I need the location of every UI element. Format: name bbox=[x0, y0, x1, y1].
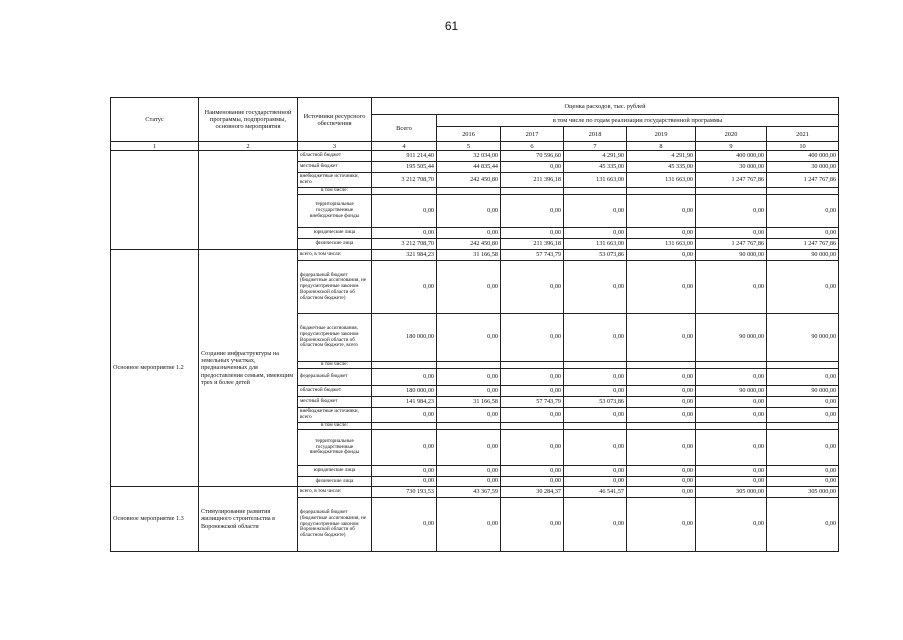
amount-cell: 31 166,58 bbox=[437, 397, 501, 408]
row-name bbox=[199, 151, 298, 250]
amount-cell: 131 663,00 bbox=[627, 173, 696, 188]
amount-cell: 0,00 bbox=[372, 430, 437, 466]
amount-cell: 0,00 bbox=[767, 195, 839, 228]
header-year: 2021 bbox=[767, 127, 839, 142]
amount-cell: 0,00 bbox=[627, 397, 696, 408]
funding-source: областной бюджет bbox=[298, 386, 372, 397]
header-source: Источники ресурсного обеспечения bbox=[298, 98, 372, 142]
funding-source: территориальные государственные внебюджетные фонды bbox=[298, 195, 372, 228]
amount-cell: 0,00 bbox=[627, 228, 696, 239]
amount-cell bbox=[372, 362, 437, 369]
amount-cell: 90 000,00 bbox=[696, 386, 767, 397]
header-year: 2017 bbox=[501, 127, 564, 142]
funding-source: юридические лица bbox=[298, 466, 372, 477]
column-number: 8 bbox=[627, 142, 696, 151]
amount-cell: 53 073,86 bbox=[564, 250, 627, 261]
amount-cell: 0,00 bbox=[696, 477, 767, 487]
amount-cell: 0,00 bbox=[627, 314, 696, 362]
amount-cell: 46 541,57 bbox=[564, 487, 627, 498]
amount-cell: 211 396,18 bbox=[501, 173, 564, 188]
amount-cell: 131 663,00 bbox=[564, 239, 627, 250]
amount-cell bbox=[767, 362, 839, 369]
column-number: 3 bbox=[298, 142, 372, 151]
row-status: Основное мероприятие 1.2 bbox=[111, 250, 199, 487]
amount-cell: 0,00 bbox=[767, 369, 839, 386]
amount-cell: 0,00 bbox=[627, 477, 696, 487]
amount-cell: 4 291,90 bbox=[627, 151, 696, 162]
amount-cell: 242 450,80 bbox=[437, 239, 501, 250]
amount-cell: 0,00 bbox=[564, 314, 627, 362]
funding-source: бюджетные ассигнования, предусмотренные законом Воронежской области об областном бюджете, всего bbox=[298, 314, 372, 362]
funding-source: всего, в том числе: bbox=[298, 250, 372, 261]
amount-cell: 1 247 767,86 bbox=[767, 173, 839, 188]
header-year: 2019 bbox=[627, 127, 696, 142]
amount-cell bbox=[501, 423, 564, 430]
amount-cell: 0,00 bbox=[696, 397, 767, 408]
column-number: 6 bbox=[501, 142, 564, 151]
amount-cell: 321 984,23 bbox=[372, 250, 437, 261]
header-name: Наименование государственной программы, подпрограммы, основного мероприятия bbox=[199, 98, 298, 142]
funding-source: федеральный бюджет (бюджетные ассигнования, не предусмотренные законом Воронежской области об областном бюджете) bbox=[298, 498, 372, 552]
amount-cell: 0,00 bbox=[627, 498, 696, 552]
column-number: 9 bbox=[696, 142, 767, 151]
amount-cell: 0,00 bbox=[372, 466, 437, 477]
column-number: 1 bbox=[111, 142, 199, 151]
header-by-years: в том числе по годам реализации государственной программы bbox=[437, 115, 839, 127]
header-year: 2020 bbox=[696, 127, 767, 142]
page-number: 61 bbox=[444, 19, 459, 33]
amount-cell: 0,00 bbox=[437, 408, 501, 423]
amount-cell bbox=[696, 188, 767, 195]
amount-cell: 0,00 bbox=[372, 408, 437, 423]
funding-source: юридические лица bbox=[298, 228, 372, 239]
amount-cell: 0,00 bbox=[372, 477, 437, 487]
funding-source: в том числе: bbox=[298, 188, 372, 195]
amount-cell: 0,00 bbox=[627, 466, 696, 477]
amount-cell: 242 450,80 bbox=[437, 173, 501, 188]
amount-cell: 31 166,58 bbox=[437, 250, 501, 261]
amount-cell: 44 835,44 bbox=[437, 162, 501, 173]
amount-cell: 0,00 bbox=[372, 228, 437, 239]
header-total: Всего bbox=[372, 115, 437, 142]
row-status: Основное мероприятие 1.3 bbox=[111, 487, 199, 552]
column-number: 5 bbox=[437, 142, 501, 151]
amount-cell: 180 000,00 bbox=[372, 386, 437, 397]
amount-cell: 70 596,60 bbox=[501, 151, 564, 162]
amount-cell: 90 000,00 bbox=[696, 250, 767, 261]
amount-cell: 180 000,00 bbox=[372, 314, 437, 362]
amount-cell: 0,00 bbox=[501, 408, 564, 423]
funding-source: всего, в том числе: bbox=[298, 487, 372, 498]
amount-cell: 0,00 bbox=[437, 498, 501, 552]
funding-source: физические лица bbox=[298, 477, 372, 487]
budget-table bbox=[110, 97, 839, 552]
amount-cell: 131 663,00 bbox=[627, 239, 696, 250]
table-row bbox=[111, 487, 839, 498]
amount-cell: 0,00 bbox=[696, 498, 767, 552]
amount-cell: 0,00 bbox=[696, 228, 767, 239]
amount-cell bbox=[501, 188, 564, 195]
funding-source: областной бюджет bbox=[298, 151, 372, 162]
amount-cell: 90 000,00 bbox=[767, 386, 839, 397]
amount-cell: 730 193,53 bbox=[372, 487, 437, 498]
amount-cell: 0,00 bbox=[501, 162, 564, 173]
amount-cell bbox=[767, 423, 839, 430]
amount-cell: 0,00 bbox=[564, 386, 627, 397]
amount-cell: 30 284,37 bbox=[501, 487, 564, 498]
amount-cell: 0,00 bbox=[501, 430, 564, 466]
amount-cell: 0,00 bbox=[564, 477, 627, 487]
amount-cell: 90 000,00 bbox=[696, 314, 767, 362]
amount-cell bbox=[437, 188, 501, 195]
funding-source: федеральный бюджет bbox=[298, 369, 372, 386]
amount-cell: 0,00 bbox=[437, 314, 501, 362]
table-body bbox=[111, 98, 839, 552]
amount-cell: 0,00 bbox=[437, 430, 501, 466]
amount-cell bbox=[564, 188, 627, 195]
amount-cell: 0,00 bbox=[372, 261, 437, 314]
amount-cell: 0,00 bbox=[564, 228, 627, 239]
amount-cell: 90 000,00 bbox=[767, 250, 839, 261]
funding-source: внебюджетные источники, всего bbox=[298, 173, 372, 188]
table-row bbox=[111, 250, 839, 261]
row-name: Создание инфраструктуры на земельных участках, предназначенных для предоставления семьям, имеющим трех и более детей bbox=[199, 250, 298, 487]
amount-cell: 0,00 bbox=[696, 369, 767, 386]
amount-cell: 0,00 bbox=[627, 369, 696, 386]
amount-cell: 1 247 767,86 bbox=[696, 239, 767, 250]
amount-cell: 0,00 bbox=[437, 466, 501, 477]
amount-cell: 0,00 bbox=[437, 369, 501, 386]
amount-cell: 0,00 bbox=[501, 228, 564, 239]
amount-cell bbox=[372, 188, 437, 195]
amount-cell bbox=[564, 423, 627, 430]
amount-cell: 0,00 bbox=[767, 408, 839, 423]
amount-cell bbox=[627, 188, 696, 195]
amount-cell: 0,00 bbox=[437, 195, 501, 228]
amount-cell bbox=[767, 188, 839, 195]
amount-cell: 32 034,00 bbox=[437, 151, 501, 162]
funding-source: внебюджетные источники, всего bbox=[298, 408, 372, 423]
row-status bbox=[111, 151, 199, 250]
funding-source: местный бюджет bbox=[298, 162, 372, 173]
amount-cell bbox=[501, 362, 564, 369]
table-row bbox=[111, 151, 839, 162]
amount-cell: 0,00 bbox=[437, 477, 501, 487]
amount-cell: 53 073,86 bbox=[564, 397, 627, 408]
header-status: Статус bbox=[111, 98, 199, 142]
amount-cell: 3 212 708,70 bbox=[372, 173, 437, 188]
amount-cell: 57 743,79 bbox=[501, 397, 564, 408]
amount-cell: 0,00 bbox=[627, 487, 696, 498]
amount-cell: 0,00 bbox=[372, 498, 437, 552]
amount-cell: 57 743,79 bbox=[501, 250, 564, 261]
funding-source: в том числе: bbox=[298, 423, 372, 430]
amount-cell bbox=[627, 362, 696, 369]
amount-cell: 0,00 bbox=[564, 466, 627, 477]
header-year: 2018 bbox=[564, 127, 627, 142]
amount-cell: 0,00 bbox=[501, 261, 564, 314]
amount-cell: 305 000,00 bbox=[767, 487, 839, 498]
column-number: 7 bbox=[564, 142, 627, 151]
amount-cell bbox=[564, 362, 627, 369]
amount-cell: 0,00 bbox=[372, 369, 437, 386]
amount-cell: 45 335,00 bbox=[564, 162, 627, 173]
amount-cell: 0,00 bbox=[501, 386, 564, 397]
amount-cell: 0,00 bbox=[767, 466, 839, 477]
amount-cell: 0,00 bbox=[767, 261, 839, 314]
amount-cell: 90 000,00 bbox=[767, 314, 839, 362]
amount-cell: 131 663,00 bbox=[564, 173, 627, 188]
amount-cell: 0,00 bbox=[564, 369, 627, 386]
amount-cell: 0,00 bbox=[627, 195, 696, 228]
amount-cell: 141 984,23 bbox=[372, 397, 437, 408]
amount-cell: 0,00 bbox=[767, 228, 839, 239]
funding-source: территориальные государственные внебюджетные фонды bbox=[298, 430, 372, 466]
amount-cell bbox=[696, 423, 767, 430]
amount-cell: 0,00 bbox=[767, 397, 839, 408]
amount-cell: 0,00 bbox=[696, 261, 767, 314]
amount-cell: 0,00 bbox=[627, 261, 696, 314]
amount-cell: 0,00 bbox=[627, 408, 696, 423]
amount-cell: 0,00 bbox=[564, 195, 627, 228]
amount-cell: 0,00 bbox=[696, 466, 767, 477]
amount-cell: 0,00 bbox=[501, 195, 564, 228]
amount-cell bbox=[372, 423, 437, 430]
column-number: 4 bbox=[372, 142, 437, 151]
amount-cell: 0,00 bbox=[627, 430, 696, 466]
amount-cell: 0,00 bbox=[372, 195, 437, 228]
amount-cell: 0,00 bbox=[437, 386, 501, 397]
column-number: 2 bbox=[199, 142, 298, 151]
column-number: 10 bbox=[767, 142, 839, 151]
funding-source: физические лица bbox=[298, 239, 372, 250]
amount-cell bbox=[437, 362, 501, 369]
amount-cell: 0,00 bbox=[501, 369, 564, 386]
amount-cell bbox=[627, 423, 696, 430]
funding-source: местный бюджет bbox=[298, 397, 372, 408]
amount-cell: 0,00 bbox=[767, 430, 839, 466]
amount-cell: 0,00 bbox=[564, 498, 627, 552]
amount-cell: 0,00 bbox=[564, 261, 627, 314]
amount-cell: 0,00 bbox=[437, 261, 501, 314]
amount-cell: 211 396,18 bbox=[501, 239, 564, 250]
amount-cell bbox=[696, 362, 767, 369]
amount-cell: 400 000,00 bbox=[767, 151, 839, 162]
amount-cell: 0,00 bbox=[437, 228, 501, 239]
amount-cell: 0,00 bbox=[627, 250, 696, 261]
row-name: Стимулирование развития жилищного строительства в Воронежской области bbox=[199, 487, 298, 552]
amount-cell: 4 291,90 bbox=[564, 151, 627, 162]
funding-source: федеральный бюджет (бюджетные ассигнования, не предусмотренные законом Воронежской области об областном бюджете) bbox=[298, 261, 372, 314]
amount-cell: 45 335,00 bbox=[627, 162, 696, 173]
amount-cell: 0,00 bbox=[501, 466, 564, 477]
amount-cell: 0,00 bbox=[696, 195, 767, 228]
amount-cell: 0,00 bbox=[564, 430, 627, 466]
amount-cell: 30 000,00 bbox=[767, 162, 839, 173]
amount-cell: 1 247 767,86 bbox=[767, 239, 839, 250]
amount-cell: 43 367,59 bbox=[437, 487, 501, 498]
amount-cell: 0,00 bbox=[767, 477, 839, 487]
header-estimate: Оценка расходов, тыс. рублей bbox=[372, 98, 839, 115]
amount-cell: 3 212 708,70 bbox=[372, 239, 437, 250]
amount-cell: 0,00 bbox=[627, 386, 696, 397]
amount-cell: 0,00 bbox=[501, 498, 564, 552]
amount-cell: 1 247 767,86 bbox=[696, 173, 767, 188]
amount-cell: 0,00 bbox=[501, 477, 564, 487]
amount-cell: 0,00 bbox=[696, 408, 767, 423]
amount-cell: 195 505,44 bbox=[372, 162, 437, 173]
amount-cell: 911 214,40 bbox=[372, 151, 437, 162]
amount-cell bbox=[437, 423, 501, 430]
funding-source: в том числе: bbox=[298, 362, 372, 369]
amount-cell: 0,00 bbox=[501, 314, 564, 362]
amount-cell: 0,00 bbox=[696, 430, 767, 466]
amount-cell: 305 000,00 bbox=[696, 487, 767, 498]
amount-cell: 30 000,00 bbox=[696, 162, 767, 173]
amount-cell: 0,00 bbox=[767, 498, 839, 552]
header-year: 2016 bbox=[437, 127, 501, 142]
amount-cell: 0,00 bbox=[564, 408, 627, 423]
amount-cell: 400 000,00 bbox=[696, 151, 767, 162]
